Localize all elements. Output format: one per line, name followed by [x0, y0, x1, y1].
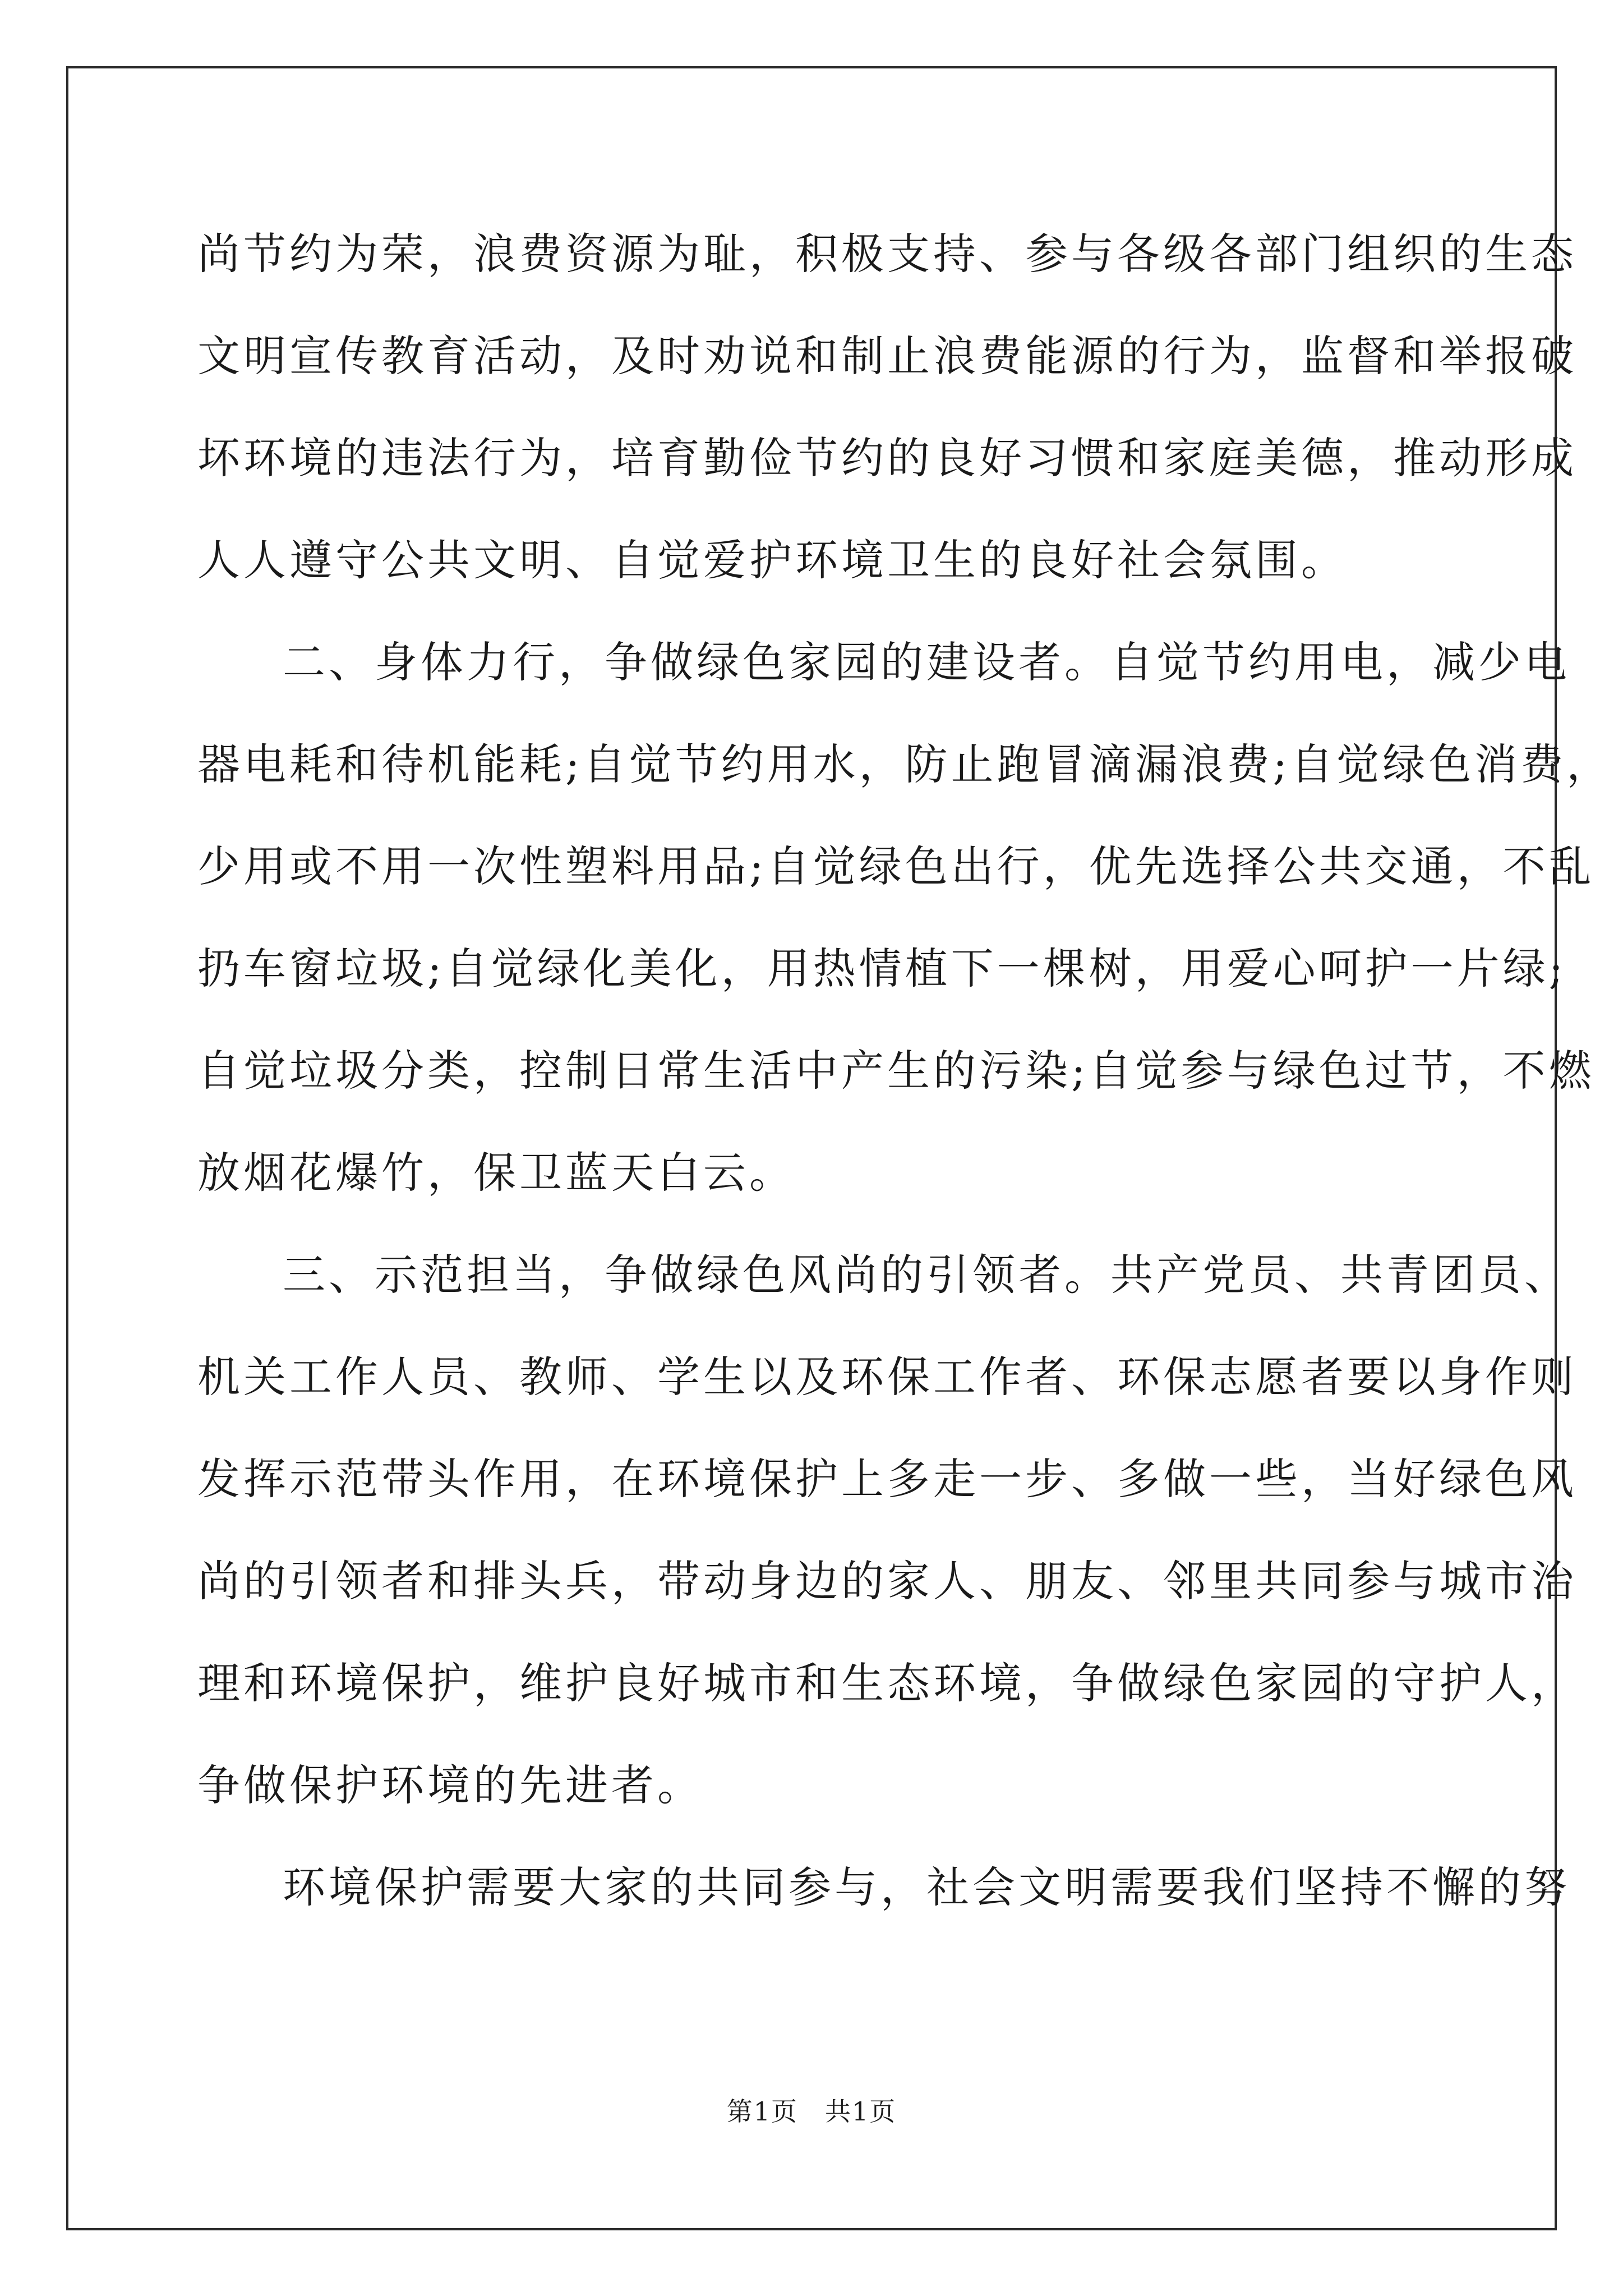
text-line: 机关工作人员、教师、学生以及环保工作者、环保志愿者要以身作则	[197, 1352, 1577, 1402]
text-line: 环境保护需要大家的共同参与，社会文明需要我们坚持不懈的努	[283, 1862, 1570, 1912]
text-line: 尚节约为荣，浪费资源为耻，积极支持、参与各级各部门组织的生态	[197, 229, 1577, 279]
page-number: 第1页	[726, 2096, 798, 2127]
text-line: 人人遵守公共文明、自觉爱护环境卫生的良好社会氛围。	[197, 535, 1347, 585]
text-line: 二、身体力行，争做绿色家园的建设者。自觉节约用电，减少电	[283, 637, 1570, 687]
paragraph-1	[197, 203, 1577, 611]
text-line: 发挥示范带头作用，在环境保护上多走一步、多做一些，当好绿色风	[197, 1454, 1577, 1504]
text-line: 扔车窗垃圾;自觉绿化美化，用热情植下一棵树，用爱心呵护一片绿;	[197, 944, 1567, 993]
paragraph-3	[197, 1224, 1577, 1837]
text-line: 少用或不用一次性塑料用品;自觉绿色出行，优先选择公共交通，不乱	[197, 841, 1595, 891]
text-line: 尚的引领者和排头兵，带动身边的家人、朋友、邻里共同参与城市治	[197, 1556, 1577, 1606]
text-line: 理和环境保护，维护良好城市和生态环境，争做绿色家园的守护人，	[197, 1658, 1577, 1708]
page-footer	[0, 2091, 1623, 2128]
text-line: 自觉垃圾分类，控制日常生活中产生的污染;自觉参与绿色过节，不燃	[197, 1046, 1595, 1096]
paragraph-4	[197, 1837, 1570, 1939]
text-line: 坏环境的违法行为，培育勤俭节约的良好习惯和家庭美德，推动形成	[197, 433, 1577, 483]
document-body	[197, 203, 1613, 1939]
text-line: 争做保护环境的先进者。	[197, 1760, 703, 1810]
paragraph-2	[197, 611, 1613, 1224]
text-line: 文明宣传教育活动，及时劝说和制止浪费能源的行为，监督和举报破	[197, 331, 1577, 381]
text-line: 放烟花爆竹，保卫蓝天白云。	[197, 1148, 795, 1198]
text-line: 三、示范担当，争做绿色风尚的引领者。共产党员、共青团员、	[283, 1250, 1570, 1300]
text-line: 器电耗和待机能耗;自觉节约用水，防止跑冒滴漏浪费;自觉绿色消费，	[197, 739, 1613, 789]
page-total: 共1页	[825, 2096, 897, 2127]
